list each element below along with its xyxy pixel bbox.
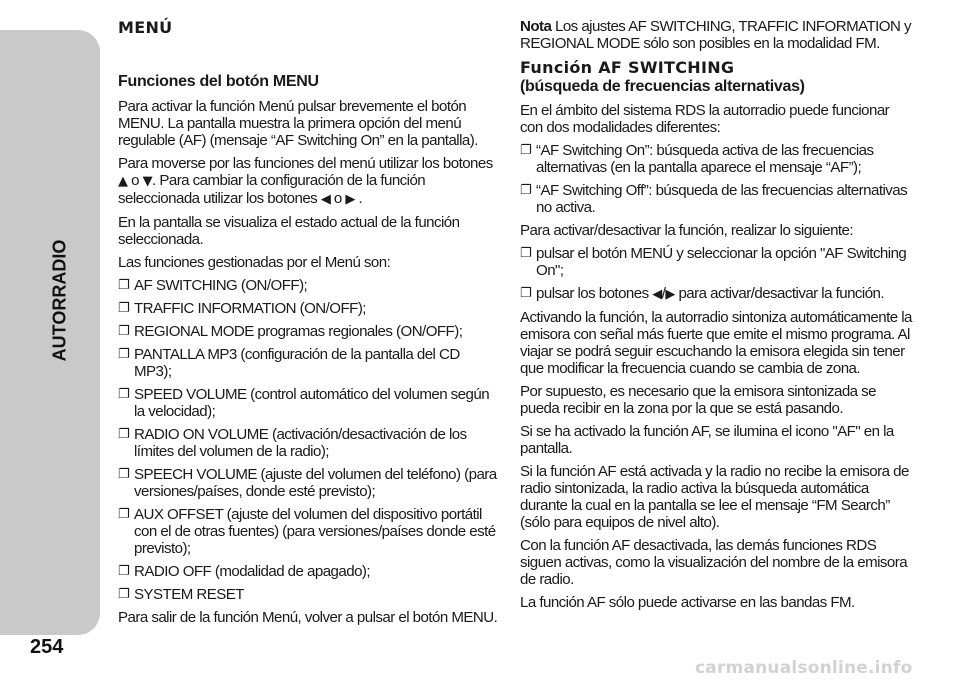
paragraph: Por supuesto, es necesario que la emisora sintonizada se pueda recibir en la zona por la que se está pasando.	[520, 383, 876, 417]
paragraph: Para salir de la función Menú, volver a pulsar el botón MENU.	[118, 609, 498, 626]
section-title: MENÚ	[118, 18, 173, 37]
right-arrow-icon: ▶	[665, 287, 675, 302]
note-label: Nota	[520, 18, 552, 35]
af-modes-list	[520, 142, 915, 216]
list-item: ❐ SYSTEM RESET	[118, 586, 498, 603]
paragraph: En la pantalla se visualiza el estado actual de la función seleccionada.	[118, 214, 460, 248]
left-column	[118, 18, 498, 632]
list-item: ❐ AF SWITCHING (ON/OFF);	[118, 277, 498, 294]
right-arrow-icon: ▶	[345, 192, 355, 207]
subheading-line2: (búsqueda de frecuencias alternativas)	[520, 78, 805, 95]
text: o	[330, 190, 346, 207]
chapter-title-text: AUTORRADIO	[49, 239, 70, 361]
watermark: carmanualsonline.info	[695, 658, 913, 678]
chapter-title	[48, 200, 72, 400]
paragraph-navigation	[118, 155, 498, 208]
text: para activar/desactivar la función.	[674, 285, 885, 302]
list-item: ❐ “AF Switching Off”: búsqueda de las frecuencias alternativas no activa.	[520, 182, 915, 216]
list-item: ❐ AUX OFFSET (ajuste del volumen del dispositivo portátil con el de otras fuentes) (para versiones/países donde esté previsto);	[118, 506, 498, 557]
list-item: ❐ SPEECH VOLUME (ajuste del volumen del teléfono) (para versiones/países, donde esté previsto);	[118, 466, 498, 500]
text: o	[127, 172, 143, 189]
right-column	[520, 18, 915, 617]
page-number: 254	[30, 636, 64, 658]
subheading-line1: Función AF SWITCHING	[520, 58, 735, 77]
steps-list	[520, 245, 915, 303]
text: .	[354, 190, 363, 207]
list-item: ❐ SPEED VOLUME (control automático del volumen según la velocidad);	[118, 386, 498, 420]
list-item: ❐ pulsar el botón MENÚ y seleccionar la opción "AF Switching On";	[520, 245, 915, 279]
paragraph: La función AF sólo puede activarse en las bandas FM.	[520, 594, 855, 611]
paragraph: Si se ha activado la función AF, se ilumina el icono "AF" en la pantalla.	[520, 423, 894, 457]
subheading-af-switching	[520, 58, 915, 96]
paragraph: Las funciones gestionadas por el Menú son:	[118, 254, 391, 271]
left-arrow-icon: ◀	[320, 192, 331, 207]
text: pulsar los botones	[536, 285, 653, 302]
paragraph: En el ámbito del sistema RDS la autorradio puede funcionar con dos modalidades diferentes:	[520, 102, 890, 136]
list-item	[520, 285, 915, 303]
paragraph: Con la función AF desactivada, las demás funciones RDS siguen activas, como la visualización del nombre de la emisora de radio.	[520, 537, 908, 588]
list-item: ❐ RADIO OFF (modalidad de apagado);	[118, 563, 498, 580]
down-arrow-icon: ▼	[142, 174, 153, 189]
left-arrow-icon: ◀	[652, 287, 662, 302]
list-item: ❐ TRAFFIC INFORMATION (ON/OFF);	[118, 300, 498, 317]
list-item: ❐ RADIO ON VOLUME (activación/desactivación de los límites del volumen de la radio);	[118, 426, 498, 460]
list-item: ❐ REGIONAL MODE programas regionales (ON/OFF);	[118, 323, 498, 340]
note-text: Los ajustes AF SWITCHING, TRAFFIC INFORMATION y REGIONAL MODE sólo son posibles en la modalidad FM.	[520, 18, 911, 52]
paragraph: Activando la función, la autorradio sintoniza automáticamente la emisora con señal más fuerte que emite el mismo programa. Al viajar se podrá seguir escuchando la emisora elegida sin tener que modificar la frecuencia cuando se cambia de zona.	[520, 309, 912, 377]
subheading-menu-button: Funciones del botón MENU	[118, 73, 319, 90]
paragraph: Para activar/desactivar la función, realizar lo siguiente:	[520, 222, 854, 239]
text: /	[661, 285, 666, 302]
menu-functions-list	[118, 277, 498, 603]
list-item: ❐ PANTALLA MP3 (configuración de la pantalla del CD MP3);	[118, 346, 498, 380]
list-item: ❐ “AF Switching On”: búsqueda activa de las frecuencias alternativas (en la pantalla aparece el mensaje “AF”);	[520, 142, 915, 176]
paragraph: Para activar la función Menú pulsar brevemente el botón MENU. La pantalla muestra la primera opción del menú regulable (AF) (mensaje “AF Switching On” en la pantalla).	[118, 98, 478, 149]
note	[520, 18, 915, 52]
up-arrow-icon: ▲	[118, 174, 128, 189]
text: . Para cambiar la configuración de la función seleccionada utilizar los botones	[118, 172, 426, 207]
text: Para moverse por las funciones del menú utilizar los botones	[118, 155, 493, 172]
paragraph: Si la función AF está activada y la radio no recibe la emisora de radio sintonizada, la radio activa la búsqueda automática durante la cual en la pantalla se lee el mensaje “FM Search” (sólo para equipos de nivel alto).	[520, 463, 909, 531]
